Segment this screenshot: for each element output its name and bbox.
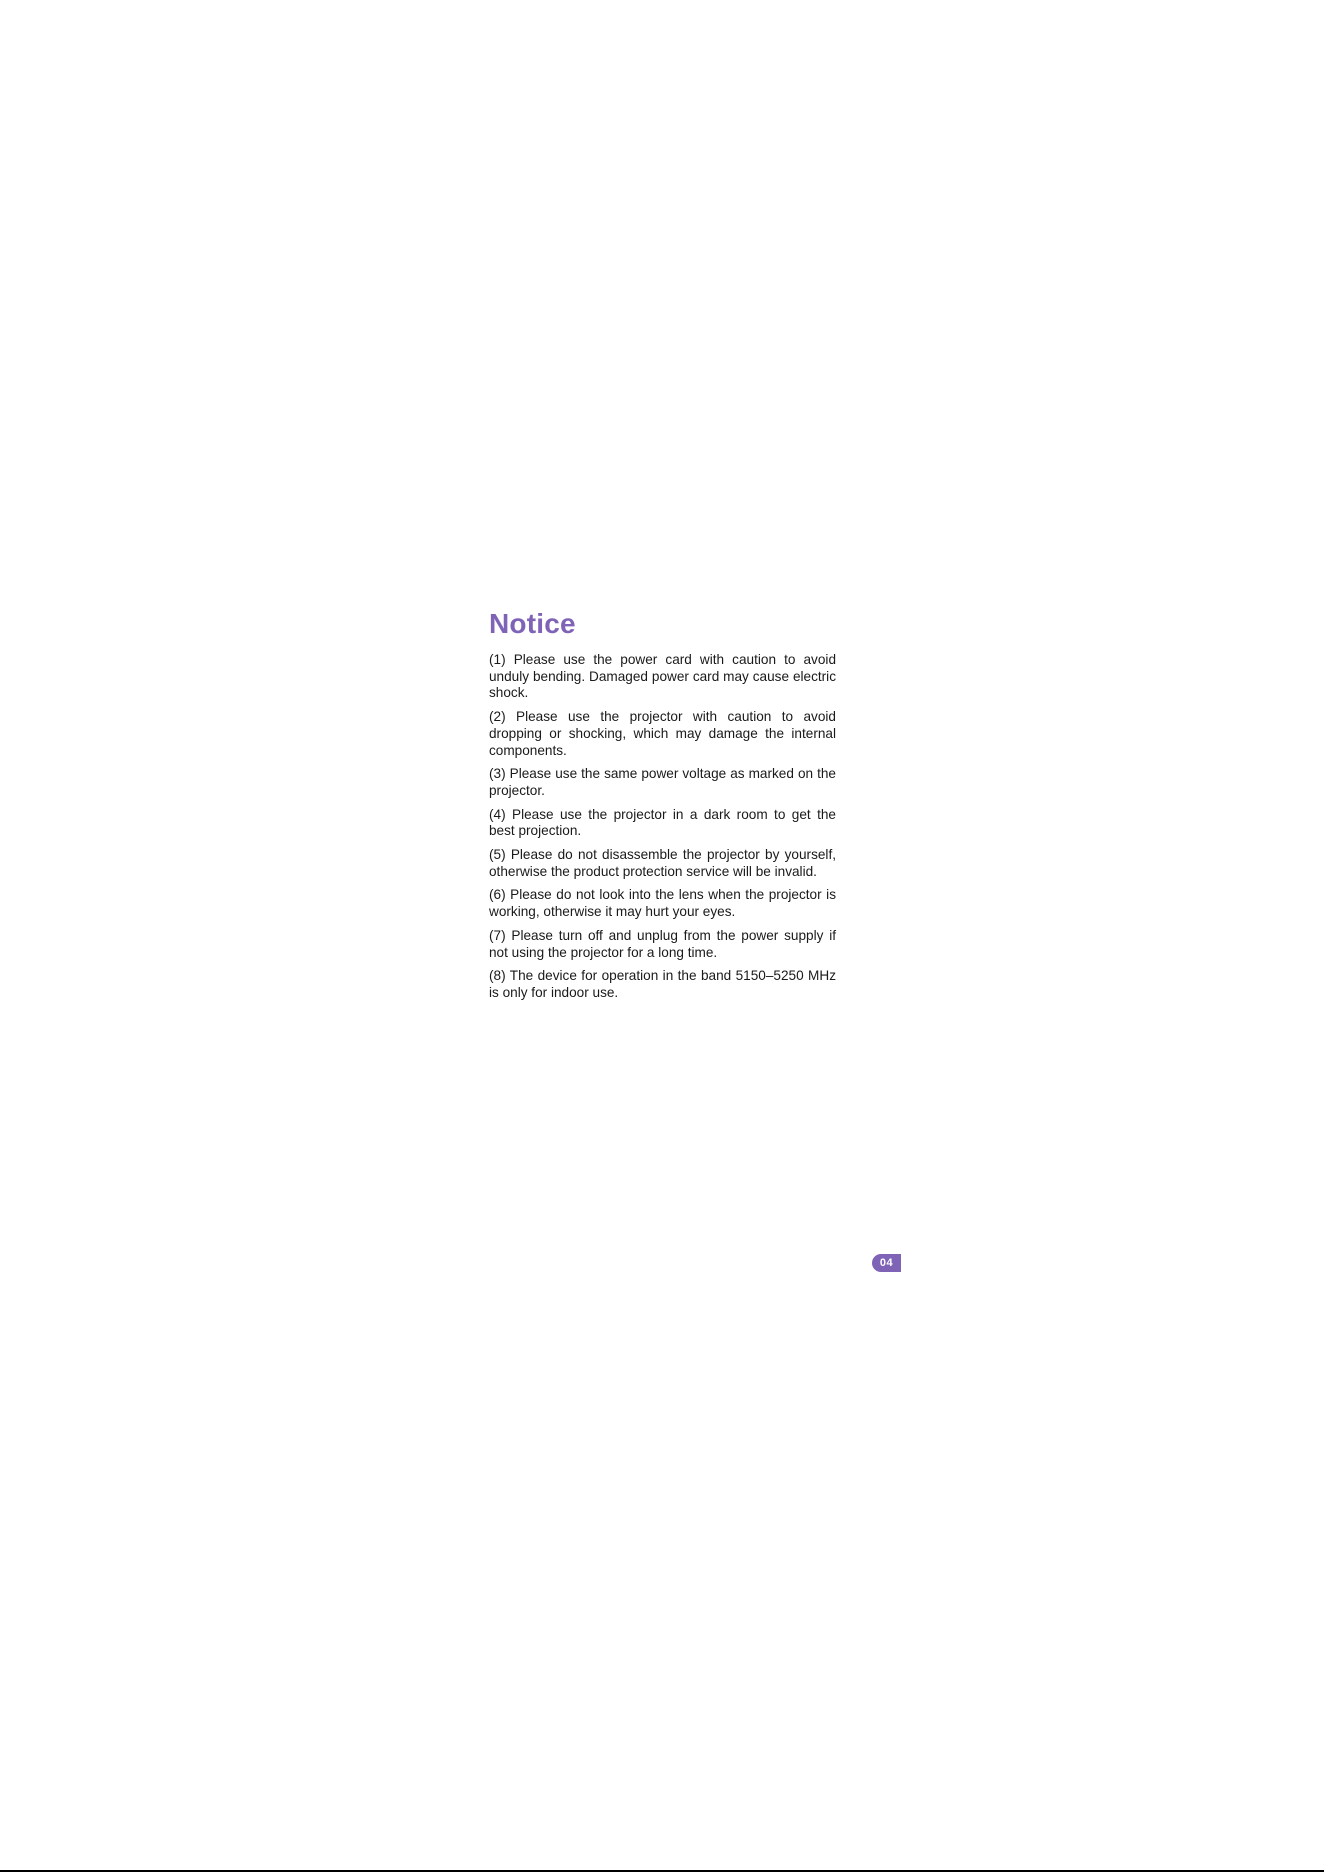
- notice-item-6: (6) Please do not look into the lens when the projector is working, otherwise it may hurt your eyes.: [489, 887, 836, 920]
- notice-item-7: (7) Please turn off and unplug from the power supply if not using the projector for a long time.: [489, 927, 836, 960]
- page-number-badge: 04: [872, 1254, 901, 1272]
- notice-item-5: (5) Please do not disassemble the projector by yourself, otherwise the product protection service will be invalid.: [489, 847, 836, 879]
- notice-list: [489, 652, 836, 1002]
- notice-item-2: (2) Please use the projector with caution to avoid dropping or shocking, which may damage the internal components.: [489, 709, 836, 758]
- notice-item-8: (8) The device for operation in the band 5150–5250 MHz is only for indoor use.: [489, 968, 836, 1000]
- notice-item-3: (3) Please use the same power voltage as marked on the projector.: [489, 766, 836, 798]
- notice-section: [489, 604, 836, 1009]
- notice-item-4: (4) Please use the projector in a dark room to get the best projection.: [489, 806, 836, 839]
- notice-title: Notice: [489, 608, 576, 639]
- notice-item-1: (1) Please use the power card with caution to avoid unduly bending. Damaged power card may cause electric shock.: [489, 652, 836, 701]
